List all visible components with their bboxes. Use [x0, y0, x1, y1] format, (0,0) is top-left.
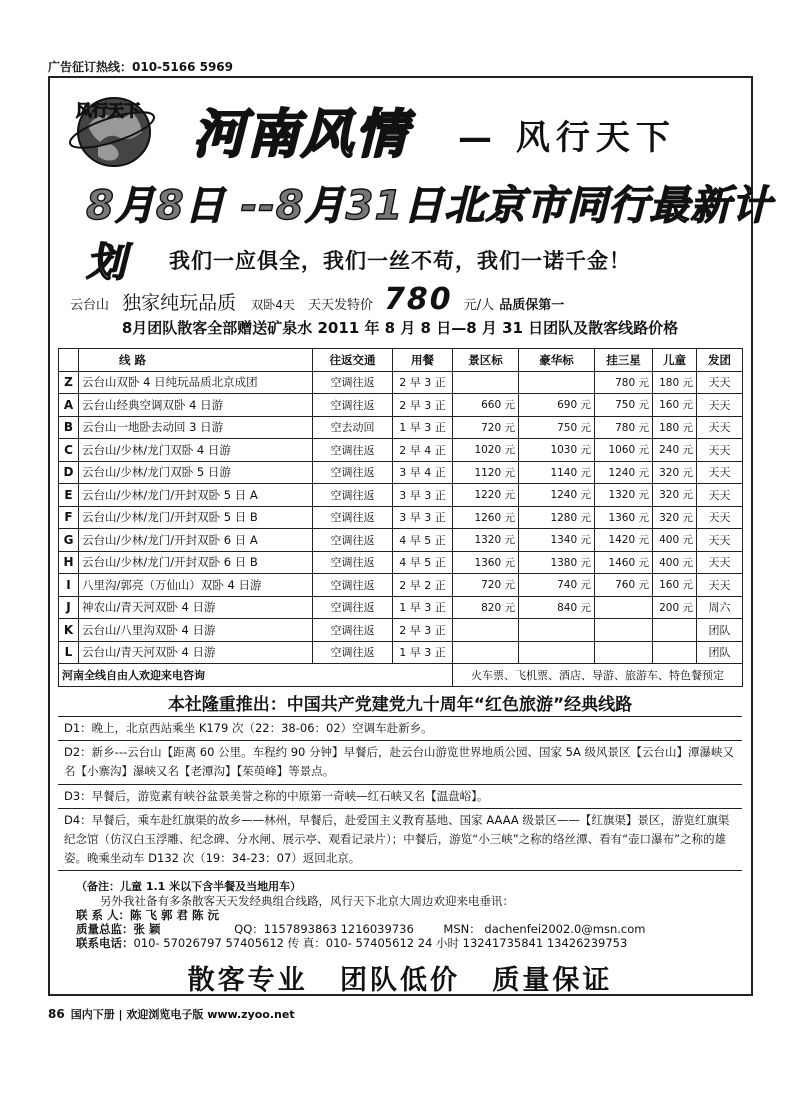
price-luxury: 1380 元 — [519, 551, 595, 574]
price-luxury: 1280 元 — [519, 506, 595, 529]
departure: 周六 — [697, 596, 743, 619]
page-number: 86 — [48, 1007, 65, 1021]
route-transport: 空调往返 — [313, 641, 393, 664]
table-row — [59, 506, 743, 529]
header-child: 儿童 — [653, 349, 697, 372]
price-child: 400 元 — [653, 529, 697, 552]
table-row — [59, 394, 743, 417]
route-name: 云台山/八里沟双卧 4 日游 — [79, 619, 313, 642]
route-transport: 空调往返 — [313, 484, 393, 507]
header-standard: 景区标 — [453, 349, 519, 372]
route-transport: 空调往返 — [313, 371, 393, 394]
route-code: F — [59, 506, 79, 529]
route-code: H — [59, 551, 79, 574]
table-row — [59, 641, 743, 664]
ad-hotline: 广告征订热线：010-5166 5969 — [48, 60, 234, 74]
itinerary-day-4: D4：早餐后，乘车赴红旗渠的故乡——林州，早餐后，赴爱国主义教育基地、国家 AAAA 级景区——【红旗渠】景区，游览红旗渠纪念馆（仿汉白玉浮雕、纪念碑、分水闸、展示亭、观看记录片）；中餐后，游览“小三峡”之称的络丝潭、看有“壶口瀑布”之称的雄姿。晚乘坐动车 D132 次（19：34-23：07）返回北京。 — [58, 808, 742, 871]
contacts-label: 联 系 人： — [76, 908, 131, 922]
header-three-star: 挂三星 — [595, 349, 653, 372]
price-standard: 1360 元 — [453, 551, 519, 574]
red-tourism-feature: 本社隆重推出：中国共产党建党九十周年“红色旅游”经典线路 — [167, 695, 633, 715]
route-name: 云台山双卧 4 日纯玩品质北京成团 — [79, 371, 313, 394]
special-quality: 品质保第一 — [499, 298, 565, 313]
route-meals: 2 早 4 正 — [393, 439, 453, 462]
phone-label: 联系电话： — [76, 936, 134, 950]
price-standard — [453, 641, 519, 664]
phone-numbers: 010- 57026797 57405612 传 真：010- 57405612 24 小时 13241735841 13426239753 — [133, 936, 628, 950]
route-code: J — [59, 596, 79, 619]
motto: 散客专业 团队低价 质量保证 — [187, 965, 613, 996]
contact-block — [76, 880, 736, 950]
price-three-star: 760 元 — [595, 574, 653, 597]
route-code: B — [59, 416, 79, 439]
price-child: 400 元 — [653, 551, 697, 574]
route-code: K — [59, 619, 79, 642]
departure: 天天 — [697, 416, 743, 439]
route-name: 云台山/少林/龙门/开封双卧 5 日 B — [79, 506, 313, 529]
header-departure: 发团 — [697, 349, 743, 372]
price-standard: 820 元 — [453, 596, 519, 619]
price-luxury: 1340 元 — [519, 529, 595, 552]
price-child: 240 元 — [653, 439, 697, 462]
free-travel-note: 河南全线自由人欢迎来电咨询 — [59, 664, 453, 687]
route-name: 云台山/少林/龙门双卧 5 日游 — [79, 461, 313, 484]
route-meals: 1 早 3 正 — [393, 596, 453, 619]
route-transport: 空调往返 — [313, 574, 393, 597]
route-transport: 空调往返 — [313, 619, 393, 642]
globe-logo-icon — [68, 86, 156, 172]
price-standard: 1320 元 — [453, 529, 519, 552]
promise-line: 我们一应俱全，我们一丝不苟，我们一诺千金！ — [169, 249, 631, 273]
price-three-star — [595, 619, 653, 642]
plan-title: 8月8日 --8月31日北京市同行最新计划 — [86, 183, 773, 286]
route-transport: 空调往返 — [313, 529, 393, 552]
route-transport: 空调往返 — [313, 461, 393, 484]
departure: 天天 — [697, 574, 743, 597]
price-luxury: 750 元 — [519, 416, 595, 439]
quality-label: 质量总监： — [76, 922, 134, 936]
route-code: E — [59, 484, 79, 507]
price-standard — [453, 619, 519, 642]
table-header-row — [59, 349, 743, 372]
table-row — [59, 461, 743, 484]
table-row — [59, 551, 743, 574]
route-code: C — [59, 439, 79, 462]
price-three-star — [595, 596, 653, 619]
price-three-star: 1420 元 — [595, 529, 653, 552]
price-three-star: 1240 元 — [595, 461, 653, 484]
special-place: 云台山 — [70, 298, 110, 313]
price-luxury — [519, 641, 595, 664]
footer-text: 国内下册 | 欢迎浏览电子版 www.zyoo.net — [70, 1008, 295, 1021]
route-meals: 1 早 3 正 — [393, 416, 453, 439]
route-meals: 4 早 5 正 — [393, 551, 453, 574]
price-child — [653, 619, 697, 642]
departure: 天天 — [697, 506, 743, 529]
route-code: G — [59, 529, 79, 552]
table-row — [59, 529, 743, 552]
price-standard: 1120 元 — [453, 461, 519, 484]
svg-text:风行天下: 风行天下 — [76, 101, 141, 120]
departure: 天天 — [697, 394, 743, 417]
header-code — [59, 349, 79, 372]
route-meals: 2 早 2 正 — [393, 574, 453, 597]
contacts-row — [76, 908, 736, 922]
price-luxury: 1240 元 — [519, 484, 595, 507]
route-transport: 空调往返 — [313, 506, 393, 529]
route-meals: 2 早 3 正 — [393, 619, 453, 642]
table-title: 8月团队散客全部赠送矿泉水 2011 年 8 月 8 日—8 月 31 日团队及散客线路价格 — [121, 319, 679, 337]
table-row — [59, 371, 743, 394]
route-name: 云台山经典空调双卧 4 日游 — [79, 394, 313, 417]
price-luxury: 840 元 — [519, 596, 595, 619]
price-three-star — [595, 641, 653, 664]
price-child: 320 元 — [653, 461, 697, 484]
special-unit: 元/人 — [463, 298, 495, 313]
price-child: 160 元 — [653, 574, 697, 597]
contact-intro: 另外我社备有多条散客天天发经典组合线路，风行天下北京大周边欢迎来电垂讯： — [100, 894, 514, 908]
page-footer — [48, 1006, 295, 1022]
price-child: 180 元 — [653, 416, 697, 439]
route-transport: 空调往返 — [313, 551, 393, 574]
table-row — [59, 416, 743, 439]
brand-slogan: — 风行天下 — [458, 118, 676, 158]
price-three-star: 750 元 — [595, 394, 653, 417]
price-standard: 720 元 — [453, 574, 519, 597]
route-meals: 1 早 3 正 — [393, 641, 453, 664]
brand-title: 河南风情 — [193, 105, 410, 165]
price-child: 200 元 — [653, 596, 697, 619]
route-name: 云台山/少林/龙门/开封双卧 5 日 A — [79, 484, 313, 507]
price-luxury — [519, 371, 595, 394]
route-meals: 3 早 3 正 — [393, 484, 453, 507]
special-offer — [70, 282, 564, 317]
departure: 团队 — [697, 641, 743, 664]
table-row — [59, 484, 743, 507]
route-transport: 空调往返 — [313, 596, 393, 619]
price-three-star: 780 元 — [595, 371, 653, 394]
price-standard: 1020 元 — [453, 439, 519, 462]
price-standard: 720 元 — [453, 416, 519, 439]
departure: 天天 — [697, 484, 743, 507]
route-meals: 4 早 5 正 — [393, 529, 453, 552]
itinerary-day-1: D1：晚上，北京西站乘坐 K179 次（22：38-06：02）空调车赴新乡。 — [58, 716, 742, 740]
table-footer-row — [59, 664, 743, 687]
phone-row — [76, 936, 736, 950]
route-name: 云台山一地卧去动回 3 日游 — [79, 416, 313, 439]
route-code: I — [59, 574, 79, 597]
departure: 天天 — [697, 551, 743, 574]
table-row — [59, 439, 743, 462]
quality-name: 张 颖 — [133, 922, 161, 936]
price-luxury: 690 元 — [519, 394, 595, 417]
quality-row — [76, 922, 736, 936]
qq-numbers: QQ：1157893863 1216039736 — [234, 922, 414, 936]
price-three-star: 1360 元 — [595, 506, 653, 529]
table-row — [59, 619, 743, 642]
route-transport: 空去动回 — [313, 416, 393, 439]
special-daily: 天天发特价 — [307, 298, 373, 313]
price-child: 320 元 — [653, 484, 697, 507]
price-three-star: 1320 元 — [595, 484, 653, 507]
price-three-star: 780 元 — [595, 416, 653, 439]
route-code: A — [59, 394, 79, 417]
route-name: 云台山/少林/龙门双卧 4 日游 — [79, 439, 313, 462]
special-product: 独家纯玩品质 — [122, 292, 237, 314]
itinerary-day-2: D2：新乡---云台山【距离 60 公里。车程约 90 分钟】早餐后，赴云台山游览世界地质公园、国家 5A 级风景区【云台山】潭瀑峡又名【小寨沟】瀑峡又名【老潭沟】【茱萸峰】等景点。 — [58, 740, 742, 783]
child-remark: （备注：儿童 1.1 米以下含半餐及当地用车） — [76, 880, 302, 893]
itinerary-day-3: D3：早餐后，游览素有峡谷盆景美誉之称的中原第一奇峡—红石峡又名【温盘峪】。 — [58, 784, 742, 808]
route-meals: 2 早 3 正 — [393, 371, 453, 394]
route-meals: 3 早 4 正 — [393, 461, 453, 484]
special-duration: 双卧4天 — [251, 298, 295, 312]
price-child: 320 元 — [653, 506, 697, 529]
route-code: L — [59, 641, 79, 664]
price-standard: 660 元 — [453, 394, 519, 417]
departure: 团队 — [697, 619, 743, 642]
msn-address: MSN： dachenfei2002.0@msn.com — [443, 922, 646, 936]
route-transport: 空调往返 — [313, 394, 393, 417]
price-standard: 1260 元 — [453, 506, 519, 529]
route-meals: 2 早 3 正 — [393, 394, 453, 417]
route-name: 云台山/少林/龙门/开封双卧 6 日 A — [79, 529, 313, 552]
price-standard: 1220 元 — [453, 484, 519, 507]
departure: 天天 — [697, 529, 743, 552]
price-three-star: 1060 元 — [595, 439, 653, 462]
price-luxury: 740 元 — [519, 574, 595, 597]
special-price: 780 — [384, 282, 453, 317]
table-row — [59, 596, 743, 619]
header-meals: 用餐 — [393, 349, 453, 372]
price-child — [653, 641, 697, 664]
price-luxury: 1140 元 — [519, 461, 595, 484]
route-code: Z — [59, 371, 79, 394]
header-route: 线 路 — [79, 349, 313, 372]
route-name: 八里沟/郭亮（万仙山）双卧 4 日游 — [79, 574, 313, 597]
route-name: 云台山/少林/龙门/开封双卧 6 日 B — [79, 551, 313, 574]
header-transport: 往返交通 — [313, 349, 393, 372]
price-three-star: 1460 元 — [595, 551, 653, 574]
departure: 天天 — [697, 461, 743, 484]
route-name: 云台山/青天河双卧 4 日游 — [79, 641, 313, 664]
table-row — [59, 574, 743, 597]
price-standard — [453, 371, 519, 394]
price-luxury: 1030 元 — [519, 439, 595, 462]
price-child: 160 元 — [653, 394, 697, 417]
price-child: 180 元 — [653, 371, 697, 394]
departure: 天天 — [697, 439, 743, 462]
price-luxury — [519, 619, 595, 642]
route-code: D — [59, 461, 79, 484]
route-transport: 空调往返 — [313, 439, 393, 462]
booking-services-note: 火车票、飞机票、酒店、导游、旅游车、特色餐预定 — [453, 664, 743, 687]
departure: 天天 — [697, 371, 743, 394]
header-luxury: 豪华标 — [519, 349, 595, 372]
contacts-names: 陈 飞 郭 君 陈 沅 — [130, 908, 220, 922]
route-price-table — [58, 348, 743, 687]
route-name: 神农山/青天河双卧 4 日游 — [79, 596, 313, 619]
route-meals: 3 早 3 正 — [393, 506, 453, 529]
